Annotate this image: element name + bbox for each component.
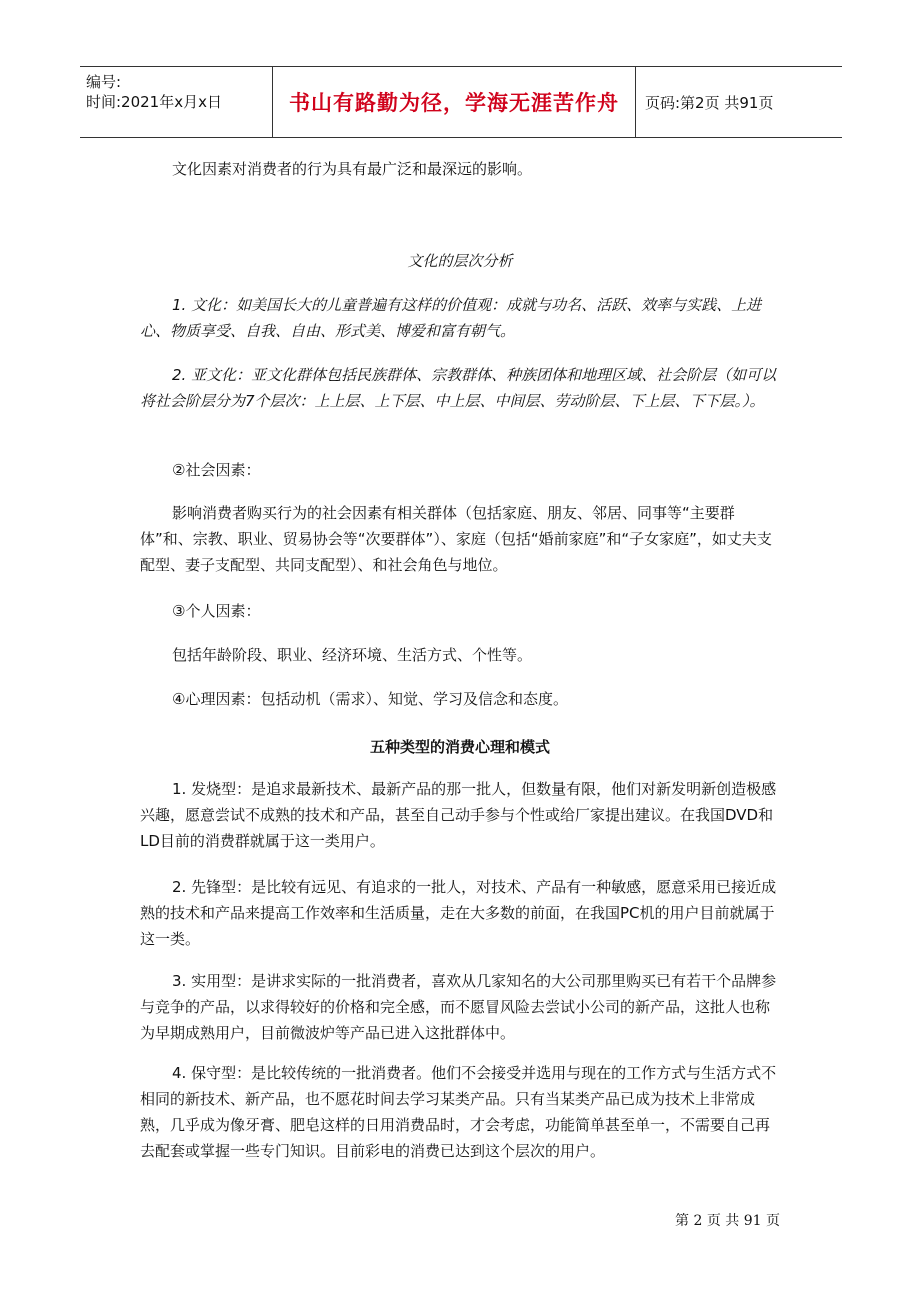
- header-motto-cell: [272, 67, 636, 137]
- personal-factors-title: ③个人因素：: [172, 602, 261, 620]
- consumer-type-3: 3. 实用型：是讲求实际的一批消费者，喜欢从几家知名的大公司那里购买已有若干个品牌参与竞争的产品，以求得较好的价格和完全感，而不愿冒风险去尝试小公司的新产品，这批人也称为早期成熟用户，目前微波炉等产品已进入这批群体中。: [140, 972, 777, 1042]
- social-factors-body: 影响消费者购买行为的社会因素有相关群体（包括家庭、朋友、邻居、同事等“主要群体”和、宗教、职业、贸易协会等“次要群体”）、家庭（包括“婚前家庭”和“子女家庭”，如丈夫支配型、妻子支配型、共同支配型）、和社会角色与地位。: [140, 504, 772, 574]
- consumer-type-1: 1. 发烧型：是追求最新技术、最新产品的那一批人，但数量有限，他们对新发明新创造极感兴趣，愿意尝试不成熟的技术和产品，甚至自己动手参与个性或给厂家提出建议。在我国DVD和LD目前的消费群就属于这一类用户。: [140, 780, 777, 850]
- culture-point-2: 2. 亚文化：亚文化群体包括民族群体、宗教群体、种族团体和地理区域、社会阶层（如可以将社会阶层分为7个层次：上上层、上下层、中上层、中间层、劳动阶层、下上层、下下层。）。: [140, 366, 777, 410]
- culture-point-1: 1. 文化：如美国长大的儿童普遍有这样的价值观：成就与功名、活跃、效率与实践、上进心、物质享受、自我、自由、形式美、博爱和富有朝气。: [140, 296, 762, 340]
- personal-factors-body: 包括年龄阶段、职业、经济环境、生活方式、个性等。: [172, 646, 533, 664]
- header-motto: 书山有路勤为径，学海无涯苦作舟: [289, 91, 619, 115]
- page-header: [80, 66, 842, 138]
- social-factors-title: ②社会因素：: [172, 461, 261, 479]
- header-page-code: 页码:第2页 共91页: [645, 93, 774, 112]
- header-page-cell: [635, 67, 842, 137]
- five-types-heading: 五种类型的消费心理和模式: [369, 738, 550, 756]
- consumer-type-4: 4. 保守型：是比较传统的一批消费者。他们不会接受并选用与现在的工作方式与生活方式不相同的新技术、新产品，也不愿花时间去学习某类产品。只有当某类产品已成为技术上非常成熟，几乎成为像牙膏、肥皂这样的日用消费品时，才会考虑，功能简单甚至单一，不需要自己再去配套或掌握一些专门知识。目前彩电的消费已达到这个层次的用户。: [140, 1064, 777, 1160]
- document-date: 时间:2021年x月x日: [86, 93, 222, 111]
- page-footer: 第 2 页 共 91 页: [675, 1213, 780, 1229]
- consumer-type-2: 2. 先锋型：是比较有远见、有追求的一批人，对技术、产品有一种敏感，愿意采用已接近成熟的技术和产品来提高工作效率和生活质量，走在大多数的前面，在我国PC机的用户目前就属于这一类。: [140, 878, 777, 948]
- psychological-factors: ④心理因素：包括动机（需求）、知觉、学习及信念和态度。: [172, 690, 568, 708]
- document-number-label: 编号:: [86, 73, 122, 91]
- culture-intro-paragraph: 文化因素对消费者的行为具有最广泛和最深远的影响。: [172, 160, 533, 178]
- header-left-cell: [80, 67, 272, 137]
- culture-levels-heading: 文化的层次分析: [407, 252, 513, 270]
